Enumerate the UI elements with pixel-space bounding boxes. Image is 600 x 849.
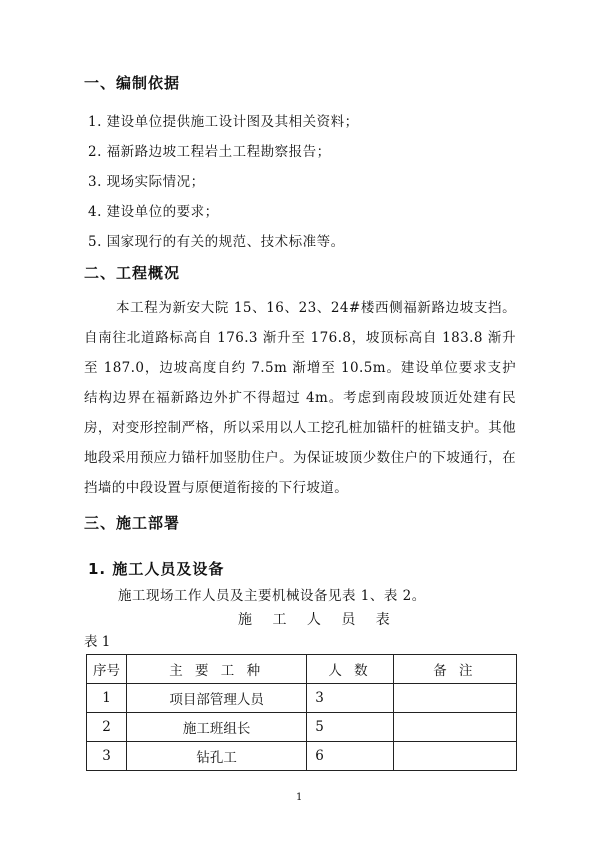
cell-headcount: 6 (307, 742, 394, 771)
cell-job-type: 施工班组长 (127, 713, 307, 742)
header-index: 序号 (87, 655, 127, 684)
cell-index: 3 (87, 742, 127, 771)
page-number: 1 (296, 792, 303, 803)
basis-item-4: 4. 建设单位的要求； (88, 204, 219, 220)
cell-remarks (393, 713, 516, 742)
basis-item-1: 1. 建设单位提供施工设计图及其相关资料； (88, 114, 359, 130)
basis-item-3: 3. 现场实际情况； (88, 174, 205, 190)
cell-headcount: 3 (307, 684, 394, 713)
table-label: 表 1 (84, 634, 111, 650)
cell-index: 2 (87, 713, 127, 742)
table-intro: 施工现场工作人员及主要机械设备见表 1、表 2。 (118, 588, 426, 604)
table-row (87, 684, 517, 713)
staff-table (86, 654, 517, 771)
section-2-heading: 二、工程概况 (84, 264, 181, 282)
basis-item-5: 5. 国家现行的有关的规范、技术标准等。 (88, 234, 345, 250)
table-title: 施 工 人 员 表 (238, 612, 398, 628)
section-1-heading: 一、编制依据 (84, 74, 181, 92)
cell-remarks (393, 684, 516, 713)
header-job-type: 主 要 工 种 (127, 655, 307, 684)
cell-job-type: 项目部管理人员 (127, 684, 307, 713)
cell-job-type: 钻孔工 (127, 742, 307, 771)
cell-remarks (393, 742, 516, 771)
header-remarks: 备 注 (393, 655, 516, 684)
basis-item-2: 2. 福新路边坡工程岩土工程勘察报告； (88, 144, 331, 160)
section-3-heading: 三、施工部署 (84, 514, 181, 532)
table-row (87, 713, 517, 742)
subsection-heading: 1. 施工人员及设备 (88, 560, 225, 578)
project-overview-paragraph: 本工程为新安大院 15、16、23、24#楼西侧福新路边坡支挡。自南往北道路标高自 176.3 渐升至 176.8，坡顶标高自 183.8 渐升至 187.0，边坡高度自约 7.5m 渐增至 10.5m。建设单位要求支护结构边界在福新路边外扩不得超过 4m。考虑到南段坡顶近处建有民房，对变形控制严格，所以采用以人工挖孔桩加锚杆的桩锚支护。其他地段采用预应力锚杆加竖肋住户。为保证坡顶少数住户的下坡通行，在挡墙的中段设置与原便道衔接的下行坡道。 (84, 300, 516, 496)
table-header-row (87, 655, 517, 684)
table-row (87, 742, 517, 771)
header-headcount: 人 数 (307, 655, 394, 684)
cell-headcount: 5 (307, 713, 394, 742)
cell-index: 1 (87, 684, 127, 713)
